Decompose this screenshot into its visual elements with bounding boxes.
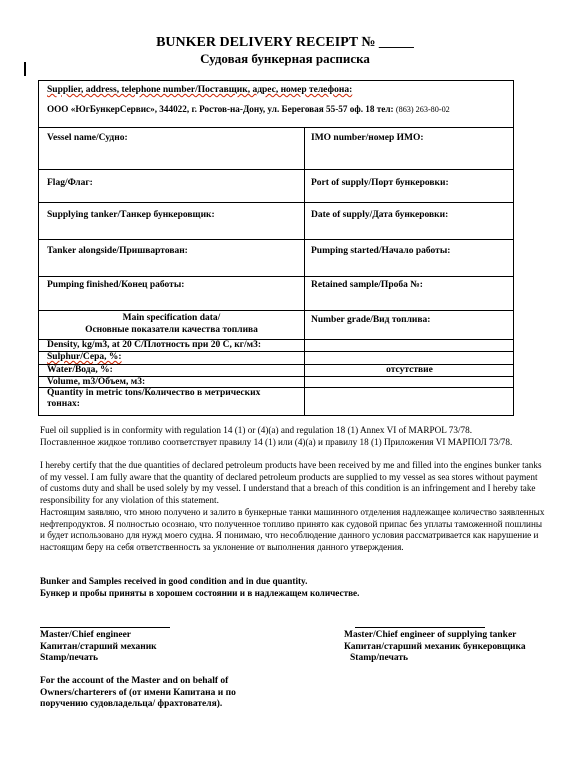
received-statement-ru: Бункер и пробы приняты в хорошем состоянии и в надлежащем количестве. xyxy=(40,588,360,598)
marpol-statement-en: Fuel oil supplied is in conformity with regulation 14 (1) or (4)(a) and regulation 18 (1) Annex VI of MARPOL 73/78. xyxy=(40,425,472,435)
supplying-tanker-label: Supplying tanker/Танкер бункеровщик: xyxy=(47,210,215,220)
pumping-finished-label: Pumping finished/Конец работы: xyxy=(47,280,185,290)
water-value: отсутствие xyxy=(386,365,433,375)
left-stamp: Stamp/печать xyxy=(40,653,99,664)
account-line-2: Owners/charterers of (от имени Капитана и по xyxy=(40,687,236,698)
right-signature-line xyxy=(355,627,485,628)
date-of-supply-label: Date of supply/Дата бункеровки: xyxy=(311,210,449,220)
tanker-alongside-label: Tanker alongside/Пришвартован: xyxy=(47,246,188,256)
account-line-1: For the account of the Master and on behalf of xyxy=(40,676,229,686)
right-signature-block xyxy=(344,630,526,665)
document-title: BUNKER DELIVERY RECEIPT № _____ xyxy=(156,35,414,50)
water-label: Water/Вода, %: xyxy=(47,365,113,375)
port-of-supply-label: Port of supply/Порт бункеровки: xyxy=(311,178,449,188)
imo-number-label: IMO number/номер ИМО: xyxy=(311,133,424,143)
supplier-label: Supplier, address, telephone number/Поставщик, адрес, номер телефона: xyxy=(47,85,353,95)
spec-heading-ru: Основные показатели качества топлива xyxy=(85,325,258,335)
volume-label: Volume, m3/Объем, м3: xyxy=(47,377,146,387)
document-title-ru: Судовая бункерная расписка xyxy=(200,51,370,66)
phone-label: тел: xyxy=(376,104,394,114)
text-cursor xyxy=(24,62,26,76)
left-signature-line xyxy=(40,627,170,628)
sulphur-label: Sulphur/Сера, %: xyxy=(47,352,122,362)
pumping-started-label: Pumping started/Начало работы: xyxy=(311,246,451,256)
left-role-en: Master/Chief engineer xyxy=(40,630,132,640)
account-block xyxy=(40,676,236,711)
certification-en: I hereby certify that the due quantities of declared petroleum products have been received by me and filled into the engines bunker tanks of my vessel. I am fully aware that the quantity of declared petroleum products are supplied to my vessel as sea stores without payment of customs duty and shall be used solely by my vessel. I understand that a breach of this condition is an infringement and I hereby take responsibility for any violation of this statement. xyxy=(40,460,542,505)
density-label: Density, kg/m3, at 20 C/Плотность при 20 C, кг/м3: xyxy=(47,340,262,350)
left-signature-block xyxy=(40,630,157,665)
right-role-ru: Капитан/старший механик бункеровщика xyxy=(344,641,526,652)
quantity-label: Quantity in metric tons/Количество в метрических xyxy=(47,388,261,398)
flag-label: Flag/Флаг: xyxy=(47,178,93,188)
certification-ru: Настоящим заявляю, что мною получено и залито в бункерные танки машинного отделения надлежащее количество заявленных нефтепродуктов. Я полностью осознаю, что полученное топливо принято как судовой припас без уплаты таможенной пошлины и будет использовано для нужд моего судна. Я понимаю, что несоблюдение данного условия рассматривается как нарушение и настоящим беру на себя ответственность за уклонение от выполнения данного утверждения. xyxy=(40,507,545,552)
right-stamp: Stamp/печать xyxy=(350,653,409,664)
receipt-form xyxy=(38,80,514,416)
right-role-en: Master/Chief engineer of supplying tanker xyxy=(344,630,517,640)
phone-number: (863) 263-80-02 xyxy=(395,105,450,114)
number-grade-label: Number grade/Вид топлива: xyxy=(311,315,431,325)
spec-heading-en: Main specification data/ xyxy=(122,313,221,323)
quantity-label-cont: тоннах: xyxy=(47,399,80,409)
account-line-3: поручению судовладельца/ фрахтователя). xyxy=(40,699,223,710)
supplier-value: ООО «ЮгБункерСервис», 344022, г. Ростов-на-Дону, ул. Береговая 55-57 оф. 18 тел: (863) 263-80-02 xyxy=(47,104,450,114)
vessel-name-label: Vessel name/Судно: xyxy=(47,133,128,143)
retained-sample-label: Retained sample/Проба №: xyxy=(311,280,423,290)
marpol-statement-ru: Поставленное жидкое топливо соответствует правилу 14 (1) или (4)(а) и правилу 18 (1) Приложения VI МАРПОЛ 73/78. xyxy=(40,437,513,447)
received-statement-en: Bunker and Samples received in good condition and in due quantity. xyxy=(40,576,308,586)
left-role-ru: Капитан/старший механик xyxy=(40,641,157,652)
